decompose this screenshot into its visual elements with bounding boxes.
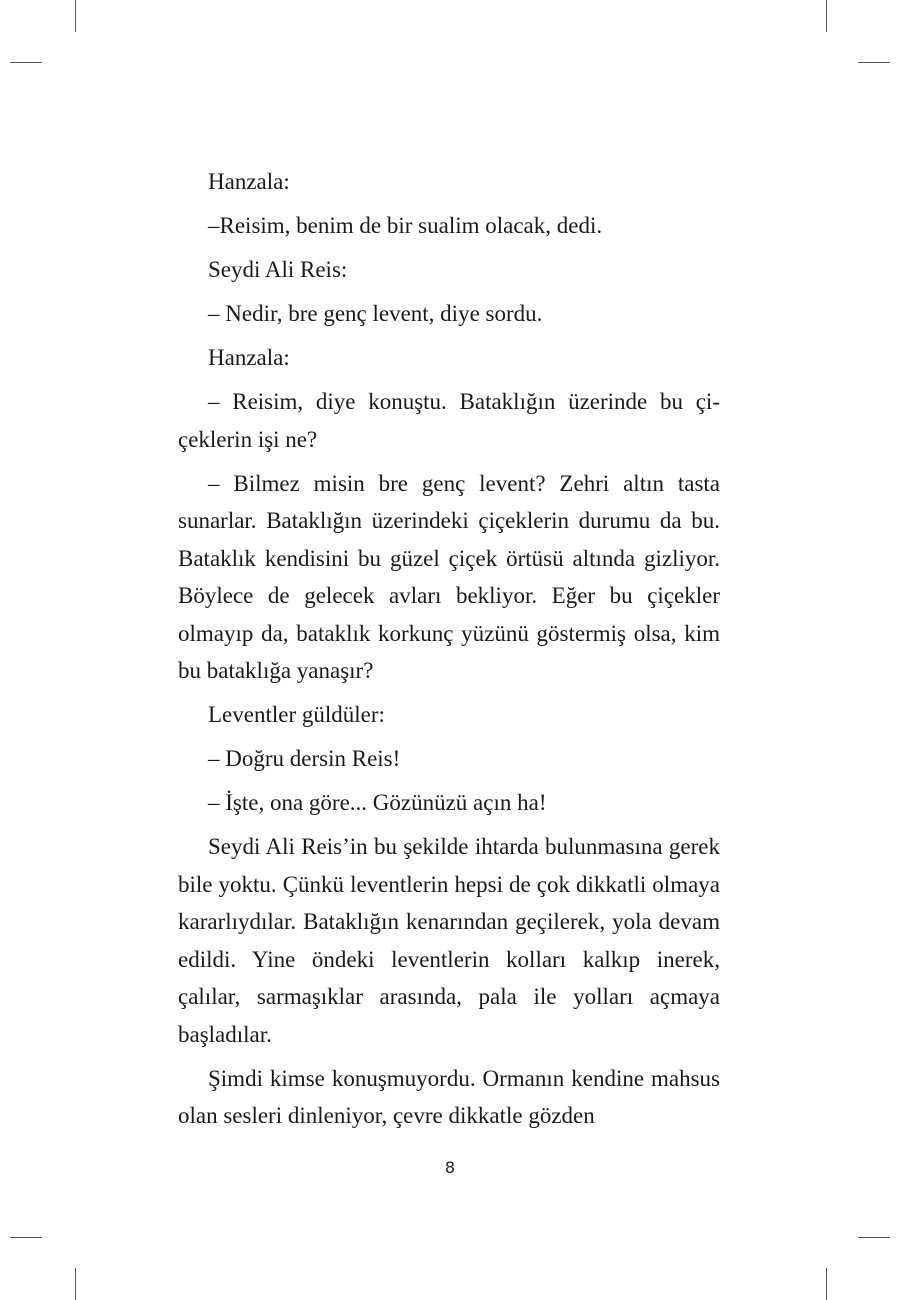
paragraph: –Reisim, benim de bir sualim olacak, dedi. — [208, 213, 603, 238]
body-text — [178, 163, 720, 1141]
crop-mark-bottom-left — [75, 1268, 76, 1300]
paragraph: Şimdi kimse konuşmuyordu. Ormanın kendine mahsus olan sesleri dinleniyor, çevre dikkatle gözden — [178, 1065, 720, 1128]
page-number: 8 — [444, 1158, 456, 1177]
paragraph: Hanzala: — [208, 345, 290, 370]
paragraph: – Bilmez misin bre genç levent? Zehri altın tasta sunarlar. Bataklığın üzerindeki çiçeklerin durumu da bu. Bataklık kendisini bu güzel çiçek örtüsü altında gizliyor. Böylece de gelecek avları bekliyor. Eğer bu çiçekler olmayıp da, bataklık korkunç yüzünü göstermiş olsa, kim bu bataklığa yanaşır? — [178, 470, 720, 683]
crop-mark-top-left-h — [10, 62, 42, 63]
paragraph: Hanzala: — [208, 169, 290, 194]
paragraph: Seydi Ali Reis: — [208, 257, 348, 282]
paragraph: Leventler güldüler: — [208, 702, 385, 727]
paragraph: – Doğru dersin Reis! — [208, 746, 401, 771]
paragraph: – İşte, ona göre... Gözünüzü açın ha! — [208, 790, 547, 815]
crop-mark-top-left — [75, 0, 76, 32]
crop-mark-bottom-left-h — [10, 1237, 42, 1238]
paragraph: – Nedir, bre genç levent, diye sordu. — [208, 301, 543, 326]
crop-mark-bottom-right-h — [858, 1237, 890, 1238]
crop-mark-bottom-right — [826, 1268, 827, 1300]
crop-mark-top-right — [826, 0, 827, 32]
paragraph: – Reisim, diye konuştu. Bataklığın üzerinde bu çiçeklerin işi ne? — [178, 389, 720, 452]
paragraph: Seydi Ali Reis’in bu şekilde ihtarda bulunmasına gerek bile yoktu. Çünkü leventlerin hepsi de çok dikkatli olmaya kararlıydılar. Bataklığın kenarından geçilerek, yola devam edildi. Yine öndeki leventlerin kolları kalkıp inerek, çalılar, sarmaşıklar arasında, pala ile yolları açmaya başladılar. — [178, 834, 720, 1047]
crop-mark-top-right-h — [858, 62, 890, 63]
